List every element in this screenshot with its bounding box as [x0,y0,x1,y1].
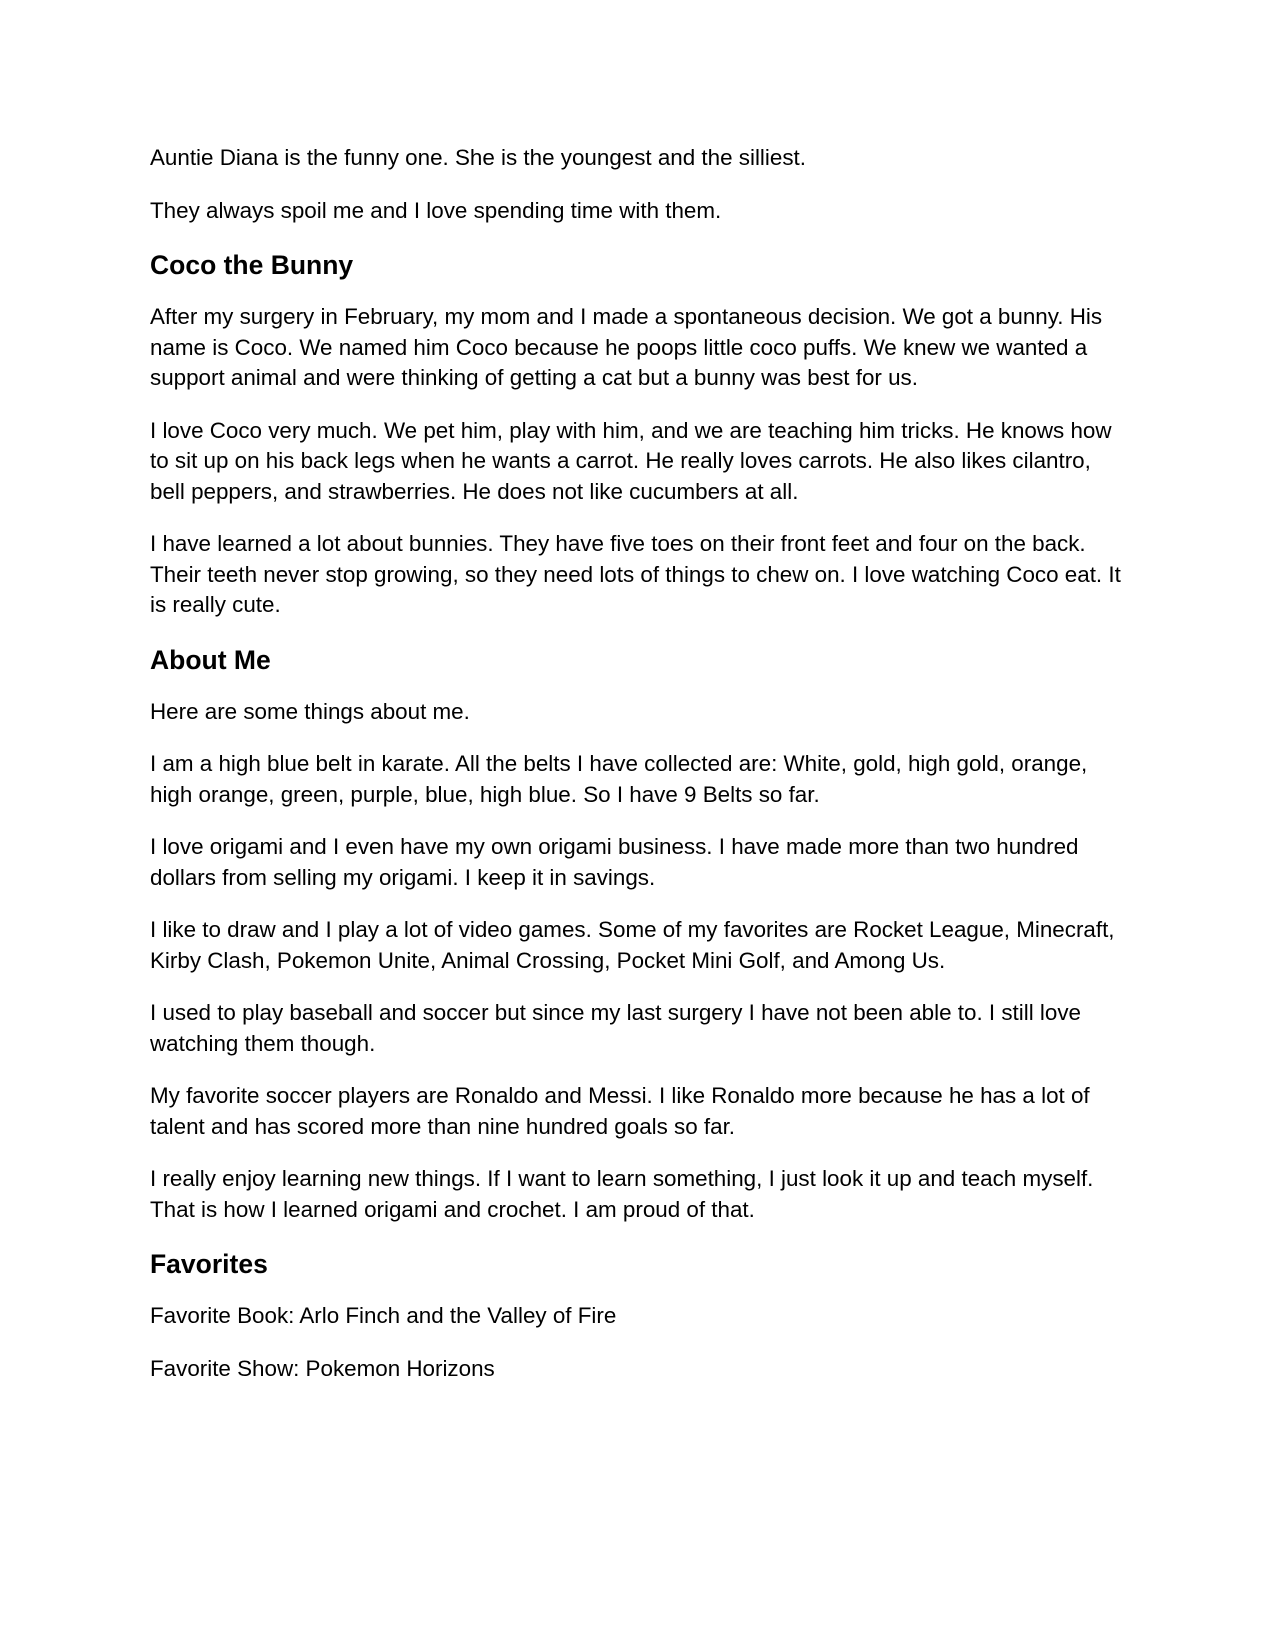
about-paragraph-5: I used to play baseball and soccer but since my last surgery I have not been able to. I still love watching them though. [150,1000,1081,1056]
coco-paragraph-1: After my surgery in February, my mom and I made a spontaneous decision. We got a bunny. His name is Coco. We named him Coco because he poops little coco puffs. We knew we wanted a support animal and were thinking of getting a cat but a bunny was best for us. [150,304,1103,390]
about-paragraph-7: I really enjoy learning new things. If I want to learn something, I just look it up and teach myself. That is how I learned origami and crochet. I am proud of that. [150,1166,1094,1222]
coco-paragraph-2: I love Coco very much. We pet him, play with him, and we are teaching him tricks. He knows how to sit up on his back legs when he wants a carrot. He really loves carrots. He also likes cilantro, bell peppers, and strawberries. He does not like cucumbers at all. [150,417,1112,504]
favorite-show: Favorite Show: Pokemon Horizons [150,1355,495,1381]
about-paragraph-4: I like to draw and I play a lot of video games. Some of my favorites are Rocket League, Minecraft, Kirby Clash, Pokemon Unite, Animal Crossing, Pocket Mini Golf, and Among Us. [150,917,1115,973]
intro-paragraph-auntie-diana: Auntie Diana is the funny one. She is the youngest and the silliest. [150,145,806,170]
about-paragraph-3: I love origami and I even have my own origami business. I have made more than two hundred dollars from selling my origami. I keep it in savings. [150,834,1079,890]
about-paragraph-1: Here are some things about me. [150,698,470,724]
heading-coco-the-bunny: Coco the Bunny [150,250,354,280]
about-paragraph-6: My favorite soccer players are Ronaldo and Messi. I like Ronaldo more because he has a lot of talent and has scored more than nine hundred goals so far. [150,1083,1090,1139]
heading-about-me: About Me [150,644,271,675]
intro-paragraph-spoil: They always spoil me and I love spending time with them. [150,197,722,223]
favorite-book: Favorite Book: Arlo Finch and the Valley of Fire [150,1303,617,1328]
document-body [150,143,1130,1406]
heading-favorites: Favorites [150,1249,268,1279]
about-paragraph-2: I am a high blue belt in karate. All the belts I have collected are: White, gold, high gold, orange, high orange, green, purple, blue, high blue. So I have 9 Belts so far. [150,751,1088,807]
coco-paragraph-3: I have learned a lot about bunnies. They have five toes on their front feet and four on the back. Their teeth never stop growing, so they need lots of things to chew on. I love watching Coco eat. It is really cute. [150,531,1121,617]
